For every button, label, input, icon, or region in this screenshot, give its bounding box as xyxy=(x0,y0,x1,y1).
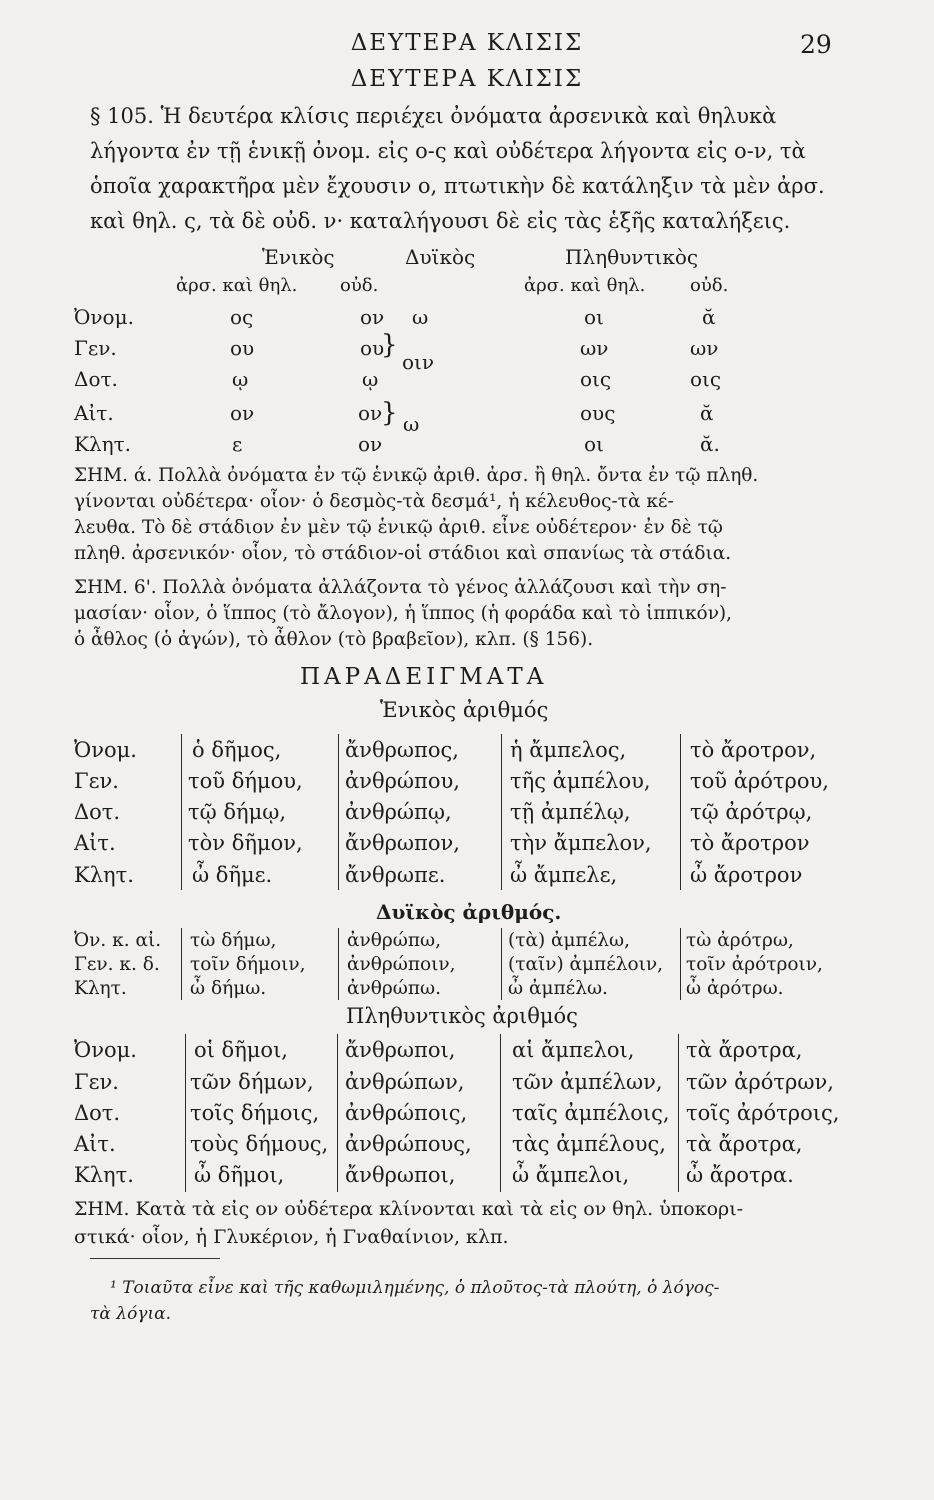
case-label: Κλητ. xyxy=(74,978,127,999)
column-rule xyxy=(337,1034,338,1192)
endings-header-singular: Ἑνικὸς xyxy=(262,245,335,269)
endings-case: Γεν. xyxy=(74,336,117,360)
running-head: ΔΕΥΤΕΡΑ ΚΛΙΣΙΣ xyxy=(350,30,584,56)
form-cell: ὦ ἄροτρον xyxy=(690,863,803,887)
form-cell: τοῦ δήμου, xyxy=(188,769,303,793)
form-cell: τὸ ἄροτρον xyxy=(690,831,810,855)
form-cell: (τὰ) ἀμπέλω, xyxy=(508,930,630,951)
column-rule xyxy=(678,1034,679,1192)
form-cell: τὰ ἄροτρα, xyxy=(686,1132,803,1156)
endings-cell: ων xyxy=(690,336,719,360)
form-cell: τὰ ἄροτρα, xyxy=(686,1038,803,1062)
form-cell: ἀνθρώποις, xyxy=(345,1101,468,1125)
endings-cell: οις xyxy=(580,367,612,391)
endings-cell: ον xyxy=(358,432,383,456)
form-cell: ἄνθρωπον, xyxy=(345,831,460,855)
endings-cell: ῳ xyxy=(362,367,379,391)
brace-icon: } xyxy=(381,330,398,360)
column-rule xyxy=(185,1034,186,1192)
form-cell: τοῖν ἀρότροιν, xyxy=(686,954,823,975)
final-note-line: ΣΗΜ. Κατὰ τὰ εἰς ον οὐδέτερα κλίνονται καὶ τὰ εἰς ον θηλ. ὑποκορι- xyxy=(74,1198,744,1220)
endings-header-plural: Πληθυντικὸς xyxy=(565,245,699,269)
form-cell: ἄνθρωπος, xyxy=(345,738,459,762)
case-label: Ὀνομ. xyxy=(74,1038,137,1062)
form-cell: ἀνθρώπων, xyxy=(345,1070,465,1094)
form-cell: ὦ δήμω. xyxy=(190,978,267,999)
case-label: Αἰτ. xyxy=(74,831,116,855)
column-rule xyxy=(680,734,681,890)
footnote-rule xyxy=(90,1258,220,1259)
case-label: Δοτ. xyxy=(74,1101,121,1125)
endings-case: Αἰτ. xyxy=(74,401,114,425)
endings-case: Ὀνομ. xyxy=(74,305,134,329)
intro-line: λήγοντα ἐν τῇ ἑνικῇ ὀνομ. εἰς ο-ς καὶ οὐδέτερα λήγοντα εἰς ο-ν, τὰ xyxy=(90,139,806,163)
form-cell: τῷ ἀρότρῳ, xyxy=(690,800,813,824)
form-cell: ἡ ἄμπελος, xyxy=(510,738,627,762)
form-cell: τοῖς ἀρότροις, xyxy=(686,1101,840,1125)
endings-cell: ε xyxy=(232,432,243,456)
endings-cell: ου xyxy=(230,336,255,360)
plural-label: Πληθυντικὸς ἀριθμός xyxy=(346,1004,578,1028)
form-cell: ἄνθρωποι, xyxy=(345,1163,456,1187)
endings-header-dual: Δυϊκὸς xyxy=(405,245,476,269)
form-cell: τὸ ἄροτρον, xyxy=(690,738,817,762)
form-cell: ὦ ἄμπελε, xyxy=(510,863,618,887)
brace-icon: } xyxy=(381,398,398,428)
form-cell: ὦ δῆμοι, xyxy=(194,1163,285,1187)
note-line: ΣΗΜ. 6'. Πολλὰ ὀνόματα ἀλλάζοντα τὸ γένος ἀλλάζουσι καὶ τὴν ση- xyxy=(74,577,727,598)
note-line: ΣΗΜ. ά. Πολλὰ ὀνόματα ἐν τῷ ἑνικῷ ἀριθ. ἀρσ. ἢ θηλ. ὄντα ἐν τῷ πληθ. xyxy=(74,465,759,486)
endings-subheader: ἀρσ. καὶ θηλ. xyxy=(176,275,298,296)
form-cell: (ταῖν) ἀμπέλοιν, xyxy=(508,954,664,975)
form-cell: ὦ δῆμε. xyxy=(192,863,273,887)
case-label: Γεν. κ. δ. xyxy=(74,954,160,975)
form-cell: ἀνθρώπῳ, xyxy=(345,800,452,824)
form-cell: ὁ δῆμος, xyxy=(192,738,282,762)
form-cell: τὸν δῆμον, xyxy=(188,831,303,855)
dual-label: Δυϊκὸς ἀριθμός. xyxy=(376,900,562,924)
form-cell: αἱ ἄμπελοι, xyxy=(512,1038,635,1062)
page-number: 29 xyxy=(800,30,832,59)
endings-cell: ᾰ. xyxy=(700,432,720,456)
column-rule xyxy=(501,734,502,890)
singular-label: Ἑνικὸς ἀριθμός xyxy=(380,698,549,722)
intro-line: § 105. Ἡ δευτέρα κλίσις περιέχει ὀνόματα ἀρσενικὰ καὶ θηλυκὰ xyxy=(90,104,777,128)
form-cell: τῇ ἀμπέλῳ, xyxy=(510,800,631,824)
form-cell: τῆς ἀμπέλου, xyxy=(510,769,651,793)
case-label: Ὀνομ. xyxy=(74,738,137,762)
form-cell: ὦ ἀρότρω. xyxy=(686,978,784,999)
form-cell: τὰς ἀμπέλους, xyxy=(512,1132,666,1156)
case-label: Αἰτ. xyxy=(74,1132,116,1156)
form-cell: ταῖς ἀμπέλοις, xyxy=(512,1101,670,1125)
endings-cell: ον xyxy=(230,401,255,425)
form-cell: οἱ δῆμοι, xyxy=(194,1038,288,1062)
endings-dual-acc-voc: ω xyxy=(403,412,420,436)
note-line: ὁ ἆθλος (ὁ ἀγών), τὸ ἆθλον (τὸ βραβεῖον), κλπ. (§ 156). xyxy=(74,629,594,650)
endings-subheader: οὐδ. xyxy=(340,275,379,296)
intro-line: καὶ θηλ. ς, τὰ δὲ οὐδ. ν· καταλήγουσι δὲ εἰς τὰς ἑξῆς καταλήξεις. xyxy=(90,209,791,233)
final-note-line: στικά· οἷον, ἡ Γλυκέριον, ἡ Γναθαίνιον, κλπ. xyxy=(74,1226,509,1248)
paradigms-title: ΠΑΡΑΔΕΙΓΜΑΤΑ xyxy=(300,664,548,690)
footnote-line: τὰ λόγια. xyxy=(90,1304,172,1324)
column-rule xyxy=(338,928,339,1000)
case-label: Ὀν. κ. αἰ. xyxy=(74,930,162,951)
section-title: ΔΕΥΤΕΡΑ ΚΛΙΣΙΣ xyxy=(350,66,584,92)
form-cell: ὦ ἄμπελοι, xyxy=(512,1163,630,1187)
endings-dual-gen-dat: οιν xyxy=(402,350,435,374)
form-cell: ὦ ἀμπέλω. xyxy=(508,978,608,999)
intro-line: ὁποῖα χαρακτῆρα μὲν ἔχουσιν ο, πτωτικὴν δὲ κατάληξιν τὰ μὲν ἀρσ. xyxy=(90,174,825,198)
form-cell: ἀνθρώποιν, xyxy=(347,954,456,975)
endings-cell: ου xyxy=(360,336,385,360)
note-line: πληθ. ἀρσενικόν· οἷον, τὸ στάδιον-οἱ στάδιοι καὶ σπανίως τὰ στάδια. xyxy=(74,543,732,564)
endings-cell: ον xyxy=(360,305,385,329)
form-cell: τοῦ ἀρότρου, xyxy=(690,769,829,793)
endings-subheader: οὐδ. xyxy=(690,275,729,296)
note-line: λευθα. Τὸ δὲ στάδιον ἐν μὲν τῷ ἑνικῷ ἀριθ. εἶνε οὐδέτερον· ἐν δὲ τῷ xyxy=(74,517,723,538)
form-cell: ἀνθρώπω, xyxy=(347,930,441,951)
endings-cell: ους xyxy=(580,401,616,425)
endings-cell: ος xyxy=(230,305,254,329)
form-cell: τὴν ἄμπελον, xyxy=(510,831,652,855)
form-cell: τῶν ἀμπέλων, xyxy=(512,1070,663,1094)
form-cell: τοὺς δήμους, xyxy=(190,1132,329,1156)
form-cell: τὼ δήμω, xyxy=(190,930,277,951)
endings-cell: ᾰ xyxy=(702,305,716,329)
form-cell: τοῖς δήμοις, xyxy=(190,1101,320,1125)
case-label: Κλητ. xyxy=(74,1163,134,1187)
endings-cell: οι xyxy=(584,432,604,456)
form-cell: ἀνθρώπους, xyxy=(345,1132,472,1156)
case-label: Γεν. xyxy=(74,1070,119,1094)
column-rule xyxy=(680,928,681,1000)
endings-cell: ων xyxy=(580,336,609,360)
endings-cell: ον xyxy=(358,401,383,425)
endings-cell: οι xyxy=(584,305,604,329)
endings-cell: ω xyxy=(412,305,429,329)
endings-case: Κλητ. xyxy=(74,432,132,456)
footnote-line: ¹ Τοιαῦτα εἶνε καὶ τῆς καθωμιλημένης, ὁ πλοῦτος-τὰ πλούτη, ὁ λόγος- xyxy=(110,1278,720,1298)
endings-cell: ᾰ xyxy=(700,401,714,425)
note-line: γίνονται οὐδέτερα· οἷον· ὁ δεσμὸς-τὰ δεσμά¹, ἡ κέλευθος-τὰ κέ- xyxy=(74,491,674,512)
endings-cell: οις xyxy=(690,367,722,391)
form-cell: ἀνθρώπου, xyxy=(345,769,460,793)
case-label: Κλητ. xyxy=(74,863,134,887)
form-cell: τῶν ἀρότρων, xyxy=(686,1070,834,1094)
case-label: Γεν. xyxy=(74,769,119,793)
form-cell: τὼ ἀρότρω, xyxy=(686,930,794,951)
case-label: Δοτ. xyxy=(74,800,121,824)
form-cell: ἀνθρώπω. xyxy=(347,978,441,999)
form-cell: ὦ ἄροτρα. xyxy=(686,1163,794,1187)
endings-cell: ῳ xyxy=(232,367,249,391)
column-rule xyxy=(501,928,502,1000)
endings-subheader: ἀρσ. καὶ θηλ. xyxy=(524,275,646,296)
form-cell: τῶν δήμων, xyxy=(190,1070,314,1094)
column-rule xyxy=(500,1034,501,1192)
endings-case: Δοτ. xyxy=(74,367,118,391)
column-rule xyxy=(181,734,182,890)
form-cell: τοῖν δήμοιν, xyxy=(190,954,306,975)
column-rule xyxy=(338,734,339,890)
form-cell: ἄνθρωποι, xyxy=(345,1038,456,1062)
note-line: μασίαν· οἷον, ὁ ἵππος (τὸ ἄλογον), ἡ ἵππος (ἡ φοράδα καὶ τὸ ἱππικόν), xyxy=(74,603,733,624)
form-cell: τῷ δήμῳ, xyxy=(188,800,287,824)
column-rule xyxy=(181,928,182,1000)
form-cell: ἄνθρωπε. xyxy=(345,863,446,887)
